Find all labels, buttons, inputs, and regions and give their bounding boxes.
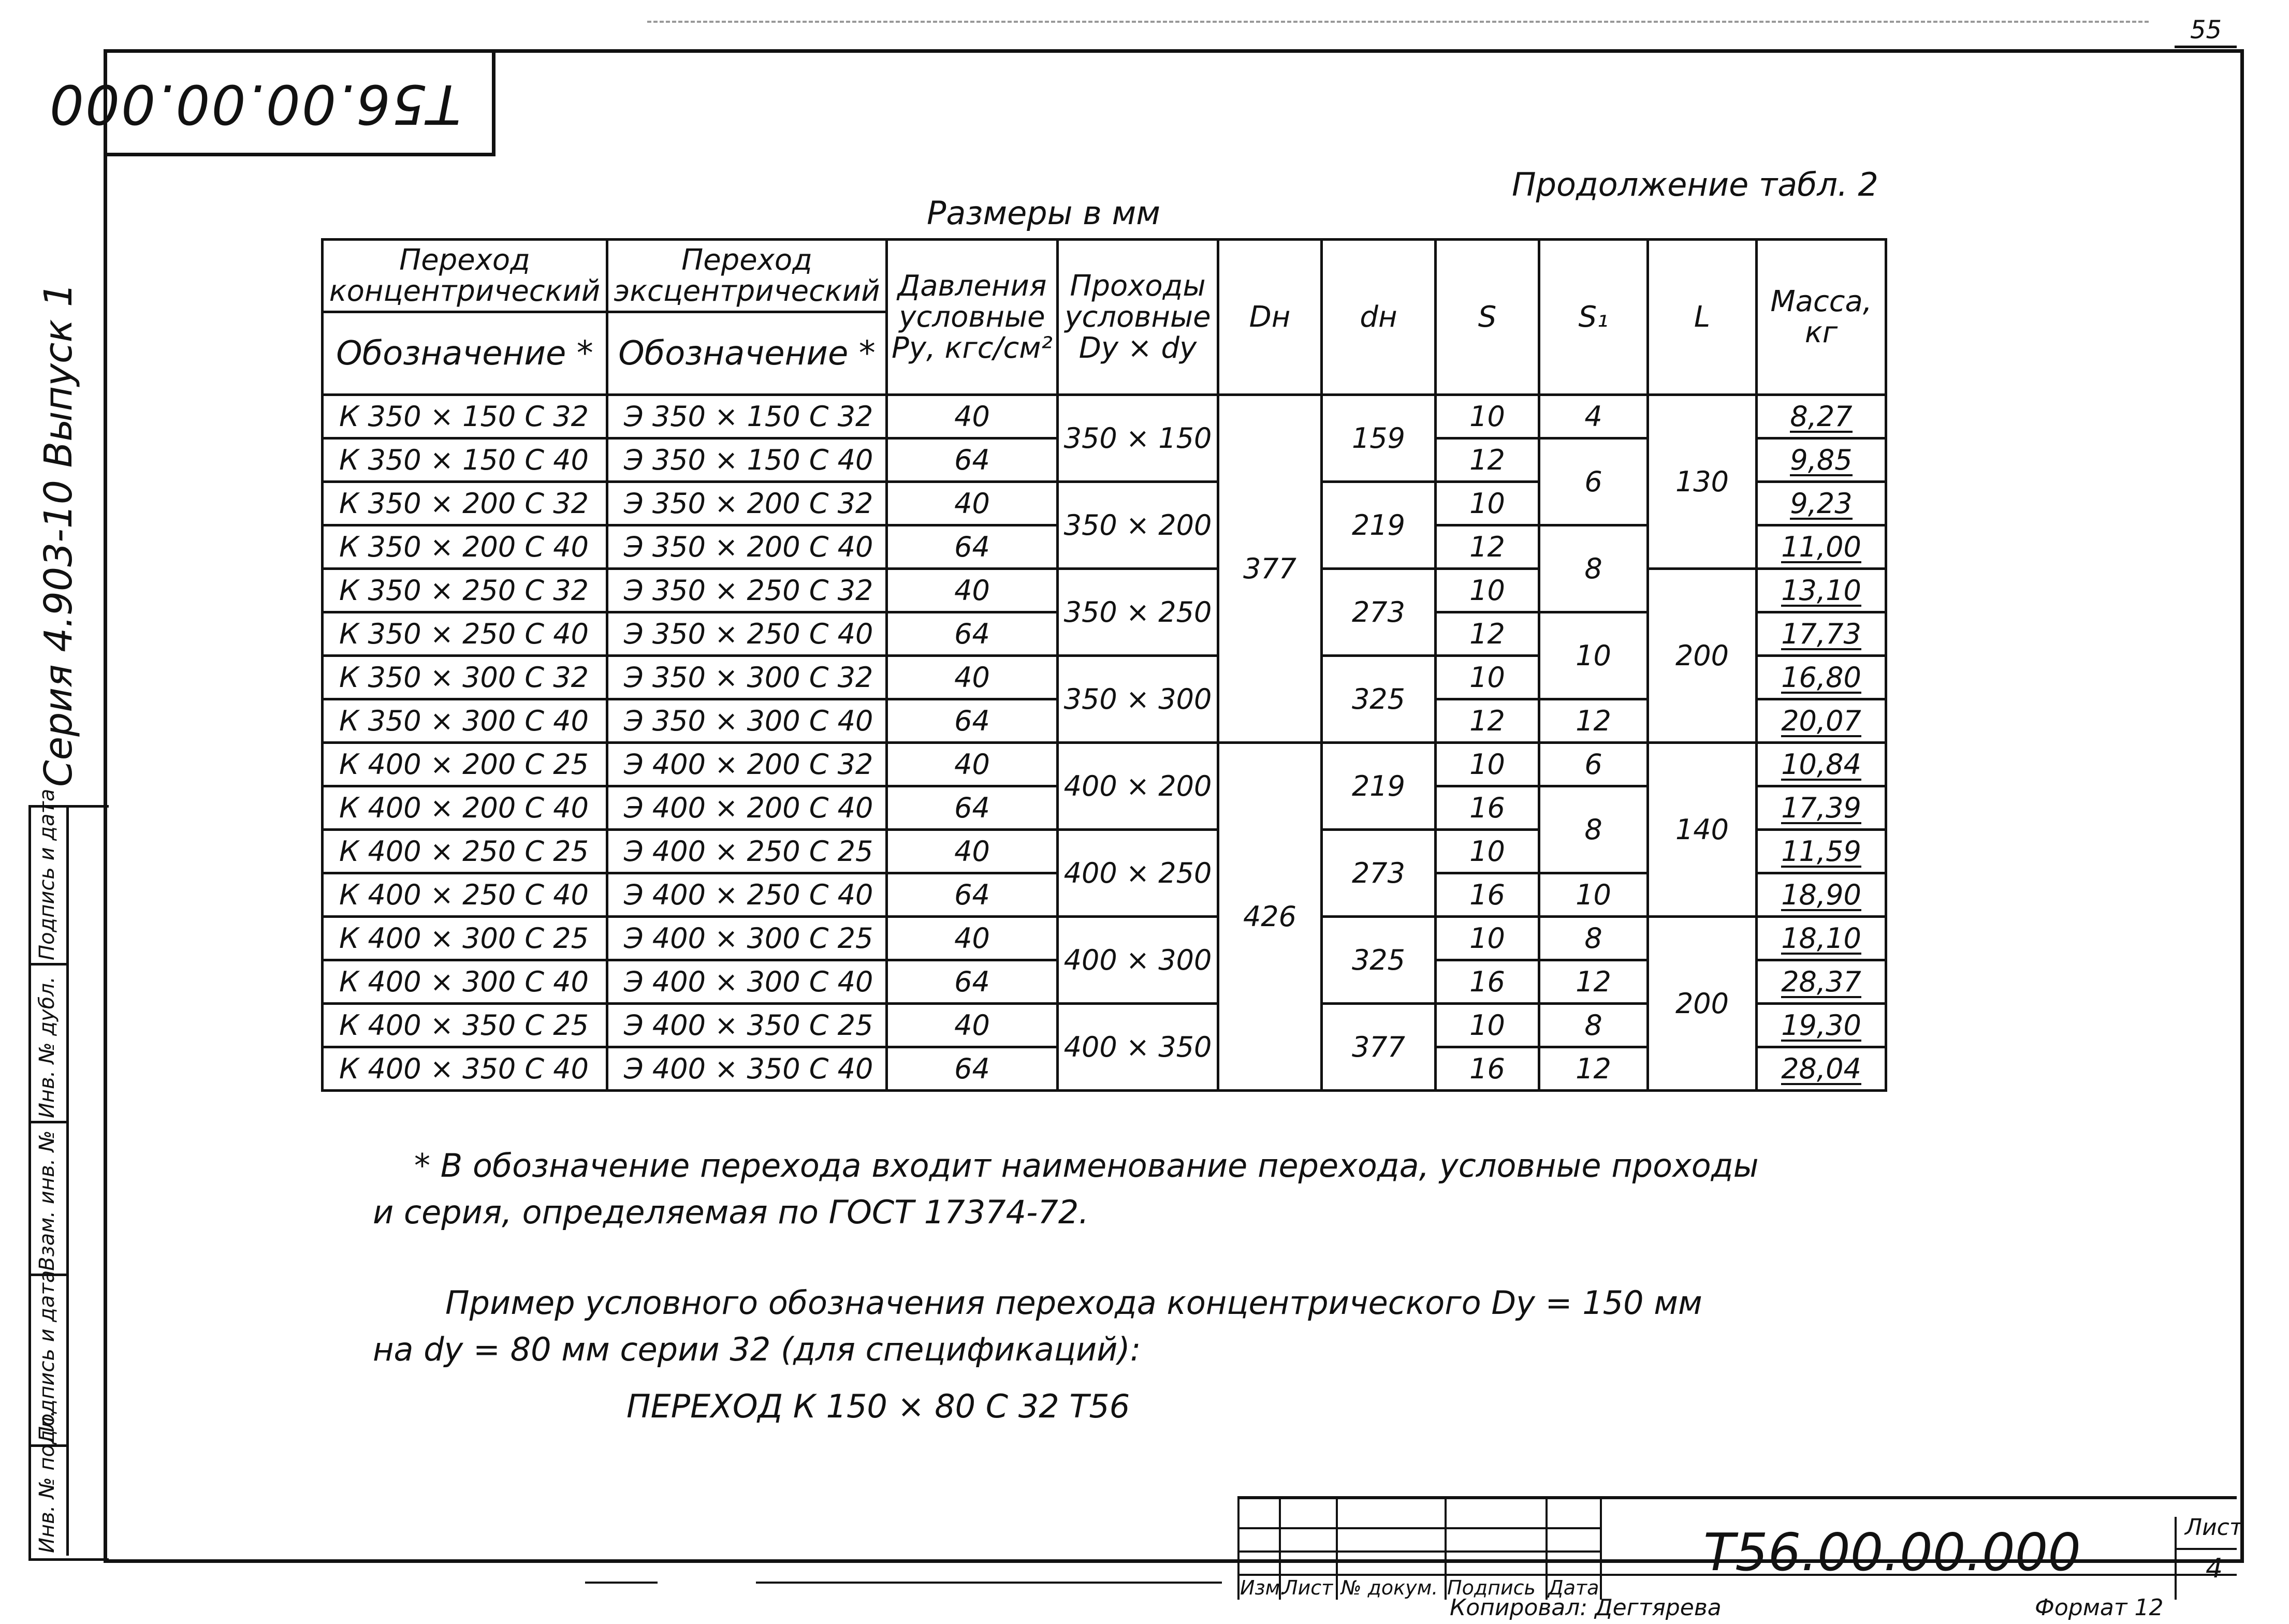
mass-cell [1757,612,1886,656]
header-eccentric: Переход эксцентрический [607,240,887,312]
conc-designation: К 400 × 300 С 25 [323,917,607,960]
tb-line [2175,1548,2237,1550]
tb-sheet-number: 4 [2206,1553,2223,1584]
passes-cell: 350 × 300 [1058,656,1218,743]
dimensions-label: Размеры в мм [927,194,1161,232]
header-s1: S₁ [1539,240,1648,395]
bottom-dash [585,1582,658,1584]
mass-cell [1757,960,1886,1004]
mass-cell [1757,1047,1886,1091]
top-border-line [647,21,2149,23]
mass-value: 17,73 [1781,618,1861,650]
example-intro-line-1: Пример условного обозначения перехода концентрического Dy = 150 мм [445,1284,1702,1322]
ecc-designation: Э 350 × 250 С 32 [607,569,887,612]
header-dn-big: Dн [1218,240,1322,395]
tb-col-label: Изм. [1240,1576,1287,1599]
page-number-underline [2175,46,2237,48]
tb-format: Формат 12 [2035,1594,2164,1621]
mass-value: 16,80 [1781,661,1861,694]
dn-big-cell: 426 [1218,743,1322,1091]
ecc-designation: Э 400 × 250 С 25 [607,830,887,873]
conc-designation: К 350 × 200 С 32 [323,482,607,525]
mass-cell [1757,438,1886,482]
l-cell: 200 [1648,917,1757,1091]
pressure-cell: 40 [887,656,1058,699]
dn-big-cell: 377 [1218,395,1322,743]
tb-line [1546,1496,1548,1600]
side-label: Подпись и дата [35,1270,59,1442]
ecc-designation: Э 350 × 300 С 40 [607,699,887,743]
dn-small-cell: 377 [1322,1004,1436,1091]
pressure-cell: 40 [887,917,1058,960]
side-cell-line [28,963,67,965]
s-cell: 12 [1436,438,1539,482]
conc-designation: К 400 × 250 С 25 [323,830,607,873]
page-number: 55 [2190,16,2222,45]
pressure-cell: 40 [887,743,1058,786]
passes-cell: 350 × 200 [1058,482,1218,569]
l-cell: 140 [1648,743,1757,917]
ecc-designation: Э 350 × 150 С 32 [607,395,887,438]
conc-designation: К 350 × 250 С 32 [323,569,607,612]
s1-cell: 12 [1539,699,1648,743]
tb-copied-by: Копировал: Дегтярева [1450,1594,1722,1621]
pressure-cell: 64 [887,525,1058,569]
tb-col-label: Подпись [1447,1576,1536,1599]
l-cell: 130 [1648,395,1757,569]
tb-line [1336,1496,1338,1600]
mass-cell [1757,873,1886,917]
mass-cell [1757,1004,1886,1047]
s1-cell: 8 [1539,525,1648,612]
dn-small-cell: 219 [1322,743,1436,830]
dn-small-cell: 325 [1322,917,1436,1004]
pressure-cell: 64 [887,612,1058,656]
tb-line [1237,1550,1600,1553]
ecc-designation: Э 400 × 350 С 40 [607,1047,887,1091]
conc-designation: К 400 × 250 С 40 [323,873,607,917]
conc-designation: К 350 × 300 С 32 [323,656,607,699]
s1-cell: 8 [1539,917,1648,960]
header-mass: Масса, кг [1757,240,1886,395]
ecc-designation: Э 400 × 300 С 25 [607,917,887,960]
tb-line [1600,1496,1602,1600]
ecc-designation: Э 350 × 150 С 40 [607,438,887,482]
mass-value: 28,37 [1781,965,1861,998]
dn-small-cell: 273 [1322,569,1436,656]
s-cell: 16 [1436,1047,1539,1091]
mass-value: 10,84 [1781,748,1861,781]
l-cell: 200 [1648,569,1757,743]
ecc-designation: Э 400 × 350 С 25 [607,1004,887,1047]
s1-cell: 4 [1539,395,1648,438]
s-cell: 16 [1436,786,1539,830]
mass-value: 13,10 [1781,574,1861,607]
dn-small-cell: 273 [1322,830,1436,917]
mass-value: 28,04 [1781,1052,1861,1085]
s-cell: 10 [1436,482,1539,525]
s-cell: 12 [1436,612,1539,656]
conc-designation: К 350 × 250 С 40 [323,612,607,656]
mass-value: 18,90 [1781,879,1861,911]
header-designation-conc: Обозначение * [323,312,607,395]
example-intro-line-2: на dy = 80 мм серии 32 (для спецификаций): [373,1330,1141,1368]
ecc-designation: Э 350 × 250 С 40 [607,612,887,656]
conc-designation: К 400 × 350 С 25 [323,1004,607,1047]
passes-cell: 400 × 250 [1058,830,1218,917]
mass-value: 9,85 [1790,444,1853,476]
header-designation-ecc: Обозначение * [607,312,887,395]
mass-cell [1757,786,1886,830]
pressure-cell: 64 [887,873,1058,917]
s1-cell: 6 [1539,438,1648,525]
s1-cell: 10 [1539,873,1648,917]
dn-small-cell: 325 [1322,656,1436,743]
pressure-cell: 64 [887,960,1058,1004]
s-cell: 10 [1436,656,1539,699]
mass-cell [1757,743,1886,786]
s-cell: 10 [1436,917,1539,960]
conc-designation: К 400 × 200 С 25 [323,743,607,786]
mass-value: 8,27 [1790,400,1853,433]
mass-cell [1757,482,1886,525]
example-designation: ПЕРЕХОД К 150 × 80 С 32 Т56 [626,1387,1130,1425]
ecc-designation: Э 400 × 300 С 40 [607,960,887,1004]
mass-cell [1757,569,1886,612]
tb-sheet-label: Лист [2185,1514,2243,1541]
pressure-cell: 64 [887,699,1058,743]
mass-value: 11,00 [1781,531,1861,563]
side-label: Инв. № подл. [35,1410,59,1553]
conc-designation: К 350 × 150 С 32 [323,395,607,438]
tb-line [1445,1496,1447,1600]
s-cell: 16 [1436,960,1539,1004]
header-l: L [1648,240,1757,395]
passes-cell: 400 × 300 [1058,917,1218,1004]
tb-col-label: Лист [1283,1576,1333,1599]
footnote-line-2: и серия, определяемая по ГОСТ 17374-72. [373,1193,1089,1231]
tb-document-number: Т56.00.00.000 [1703,1522,2081,1583]
transitions-table [321,238,1887,1092]
tb-line [2175,1517,2177,1600]
s1-cell: 12 [1539,960,1648,1004]
pressure-cell: 40 [887,482,1058,525]
s1-cell: 10 [1539,612,1648,699]
pressure-cell: 40 [887,569,1058,612]
header-s: S [1436,240,1539,395]
header-dn-small: dн [1322,240,1436,395]
conc-designation: К 400 × 350 С 40 [323,1047,607,1091]
conc-designation: К 400 × 200 С 40 [323,786,607,830]
stamp-document-number: Т56.00.00.000 [48,72,461,136]
passes-cell: 400 × 350 [1058,1004,1218,1091]
ecc-designation: Э 350 × 300 С 32 [607,656,887,699]
side-label: Инв. № дубл. [35,976,59,1118]
mass-cell [1757,830,1886,873]
conc-designation: К 350 × 150 С 40 [323,438,607,482]
conc-designation: К 400 × 300 С 40 [323,960,607,1004]
mass-cell [1757,699,1886,743]
s-cell: 10 [1436,743,1539,786]
side-series-label: Серия 4.903-10 Выпуск 1 [36,283,81,787]
continuation-label: Продолжение табл. 2 [1512,166,1878,203]
s1-cell: 6 [1539,743,1648,786]
s-cell: 10 [1436,569,1539,612]
header-concentric: Переход концентрический [323,240,607,312]
tb-line [1237,1527,1600,1529]
mass-value: 19,30 [1781,1009,1861,1042]
ecc-designation: Э 350 × 200 С 40 [607,525,887,569]
pressure-cell: 40 [887,1004,1058,1047]
conc-designation: К 350 × 200 С 40 [323,525,607,569]
mass-value: 11,59 [1781,835,1861,868]
mass-cell [1757,656,1886,699]
ecc-designation: Э 400 × 200 С 40 [607,786,887,830]
s1-cell: 12 [1539,1047,1648,1091]
passes-cell: 350 × 150 [1058,395,1218,482]
dn-small-cell: 219 [1322,482,1436,569]
header-pressure: Давления условные Ру, кгс/см² [887,240,1058,395]
side-strip-divider [66,805,69,1556]
passes-cell: 400 × 200 [1058,743,1218,830]
ecc-designation: Э 400 × 250 С 40 [607,873,887,917]
side-cell-line [28,1121,67,1123]
passes-cell: 350 × 250 [1058,569,1218,656]
pressure-cell: 40 [887,395,1058,438]
footnote-line-1: * В обозначение перехода входит наименование перехода, условные проходы [414,1147,1759,1184]
pressure-cell: 40 [887,830,1058,873]
mass-cell [1757,395,1886,438]
mass-value: 9,23 [1790,487,1853,520]
s-cell: 12 [1436,699,1539,743]
mass-value: 17,39 [1781,792,1861,824]
s-cell: 12 [1436,525,1539,569]
s-cell: 10 [1436,395,1539,438]
side-label: Взам. инв. № [35,1130,59,1271]
mass-value: 18,10 [1781,922,1861,955]
ecc-designation: Э 400 × 200 С 32 [607,743,887,786]
mass-value: 20,07 [1781,705,1861,737]
tb-line [1237,1496,1240,1600]
tb-col-label: № докум. [1341,1576,1438,1599]
pressure-cell: 64 [887,786,1058,830]
side-label: Подпись и дата [35,788,59,960]
s-cell: 16 [1436,873,1539,917]
mass-cell [1757,917,1886,960]
s1-cell: 8 [1539,1004,1648,1047]
dn-small-cell: 159 [1322,395,1436,482]
pressure-cell: 64 [887,1047,1058,1091]
header-passes: Проходы условные Dy × dy [1058,240,1218,395]
ecc-designation: Э 350 × 200 С 32 [607,482,887,525]
s1-cell: 8 [1539,786,1648,873]
bottom-dash [756,1582,1222,1584]
s-cell: 10 [1436,830,1539,873]
tb-col-label: Дата [1548,1576,1599,1599]
conc-designation: К 350 × 300 С 40 [323,699,607,743]
s-cell: 10 [1436,1004,1539,1047]
pressure-cell: 64 [887,438,1058,482]
mass-cell [1757,525,1886,569]
